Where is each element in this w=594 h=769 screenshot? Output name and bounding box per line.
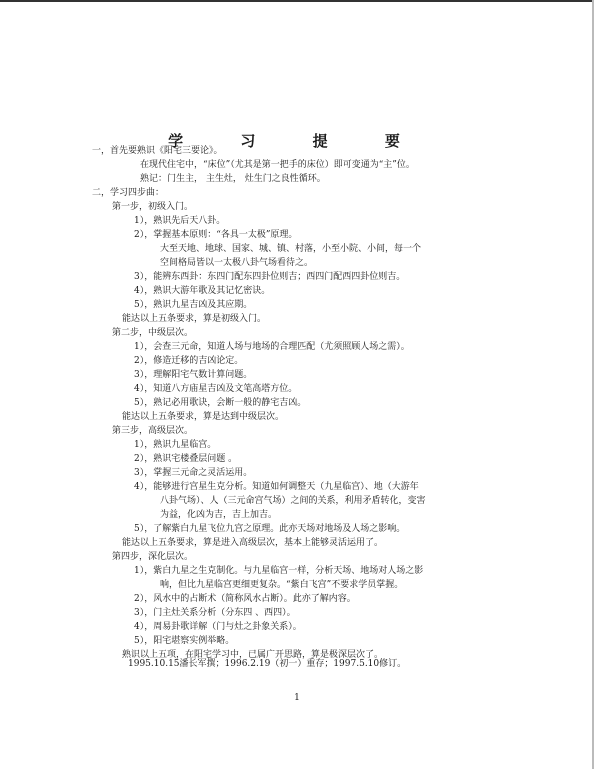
text-line: 第一步，初级入门。: [112, 202, 194, 212]
text-line: 2），掌握基本原则：“各具一太极”原理。: [134, 230, 298, 240]
text-line: 能达以上五条要求，算是进入高级层次，基本上能够灵活运用了。: [122, 538, 384, 548]
text-line: 响，但比九星临宫更细更复杂。“紫白飞宫”不要求学员掌握。: [160, 580, 404, 590]
text-line: 1），熟识九星临宫。: [134, 440, 217, 450]
text-line: 为益，化凶为吉，吉上加吉。: [160, 510, 278, 520]
text-line: 大至天地、地球、国家、城、镇、村落，小至小院、小间，每一个: [160, 244, 422, 254]
revision-note: 1995.10.15潘长军撰；1996.2.19（初一）重存；1997.5.10修订。: [128, 659, 407, 669]
text-line: 熟记：门生主， 主生灶， 灶生门之良性循环。: [140, 174, 326, 184]
text-line: 5），熟识九星吉凶及其应期。: [134, 300, 253, 310]
text-line: 4），熟识大游年歌及其记忆密诀。: [134, 286, 271, 296]
text-line: 第四步，深化层次。: [112, 552, 194, 562]
text-line: 第二步，中级层次。: [112, 328, 194, 338]
text-line: 3），门主灶关系分析（分东四 、西四）。: [134, 608, 296, 618]
text-line: 1），会查三元命，知道人场与地场的合理匹配（尤须照顾人场之需）。: [134, 342, 410, 352]
text-line: 第三步，高级层次。: [112, 426, 194, 436]
text-line: 5），阳宅堪察实例举略。: [134, 636, 235, 646]
text-line: 2），熟识宅楼叠层问题 。: [134, 454, 238, 464]
text-line: 1），熟识先后天八卦。: [134, 216, 226, 226]
text-line: 4），知道八方庙星吉凶及文笔高塔方位。: [134, 384, 298, 394]
text-line: 4），周易卦歌详解（门与灶之卦象关系）。: [134, 622, 302, 632]
scan-border-top: [0, 0, 594, 2]
text-line: 5），了解紫白九星飞位九宫之原理。此亦天场对地场及人场之影响。: [134, 524, 406, 534]
text-line: 熟识以上五项，在阳宅学习中，已属广开思路，算是极深层次了。: [122, 650, 384, 660]
text-line: 空间格局皆以一太极八卦气场看待之。: [160, 258, 314, 268]
text-line: 1），紫白九星之生克制化。与九星临宫一样，分析天场、地场对人场之影: [134, 566, 424, 576]
text-line: 5），熟记必用歌诀，会断一般的静宅吉凶。: [134, 398, 307, 408]
text-line: 3），理解阳宅气数计算问题。: [134, 370, 253, 380]
text-line: 一，首先要熟识《阳宅三要论》。: [92, 146, 223, 156]
text-line: 2），风水中的占断术（简称风水占断）。此亦了解内容。: [134, 594, 356, 604]
text-line: 2），修造迁移的吉凶论定。: [134, 356, 244, 366]
text-line: 二，学习四步曲：: [92, 188, 165, 198]
text-line: 4），能够进行宫星生克分析。知道如何调整天（九星临宫）、地（大游年: [134, 482, 419, 492]
text-line: 3），掌握三元命之灵活运用。: [134, 468, 253, 478]
text-line: 3），能辨东西卦：东四门配东四卦位则吉；西四门配西四卦位则吉。: [134, 272, 406, 282]
text-line: 能达以上五条要求，算是达到中级层次。: [122, 412, 285, 422]
text-line: 能达以上五条要求，算是初级入门。: [122, 314, 267, 324]
text-line: 在现代住宅中，“床位”（尤其是第一把手的床位）即可变通为“主”位。: [140, 160, 415, 170]
page-title: 学 习 提 要: [168, 132, 426, 150]
page-number: 1: [294, 693, 300, 703]
text-line: 八卦气场）、人（三元命宫气场）之间的关系，利用矛盾转化，变害: [160, 496, 426, 506]
